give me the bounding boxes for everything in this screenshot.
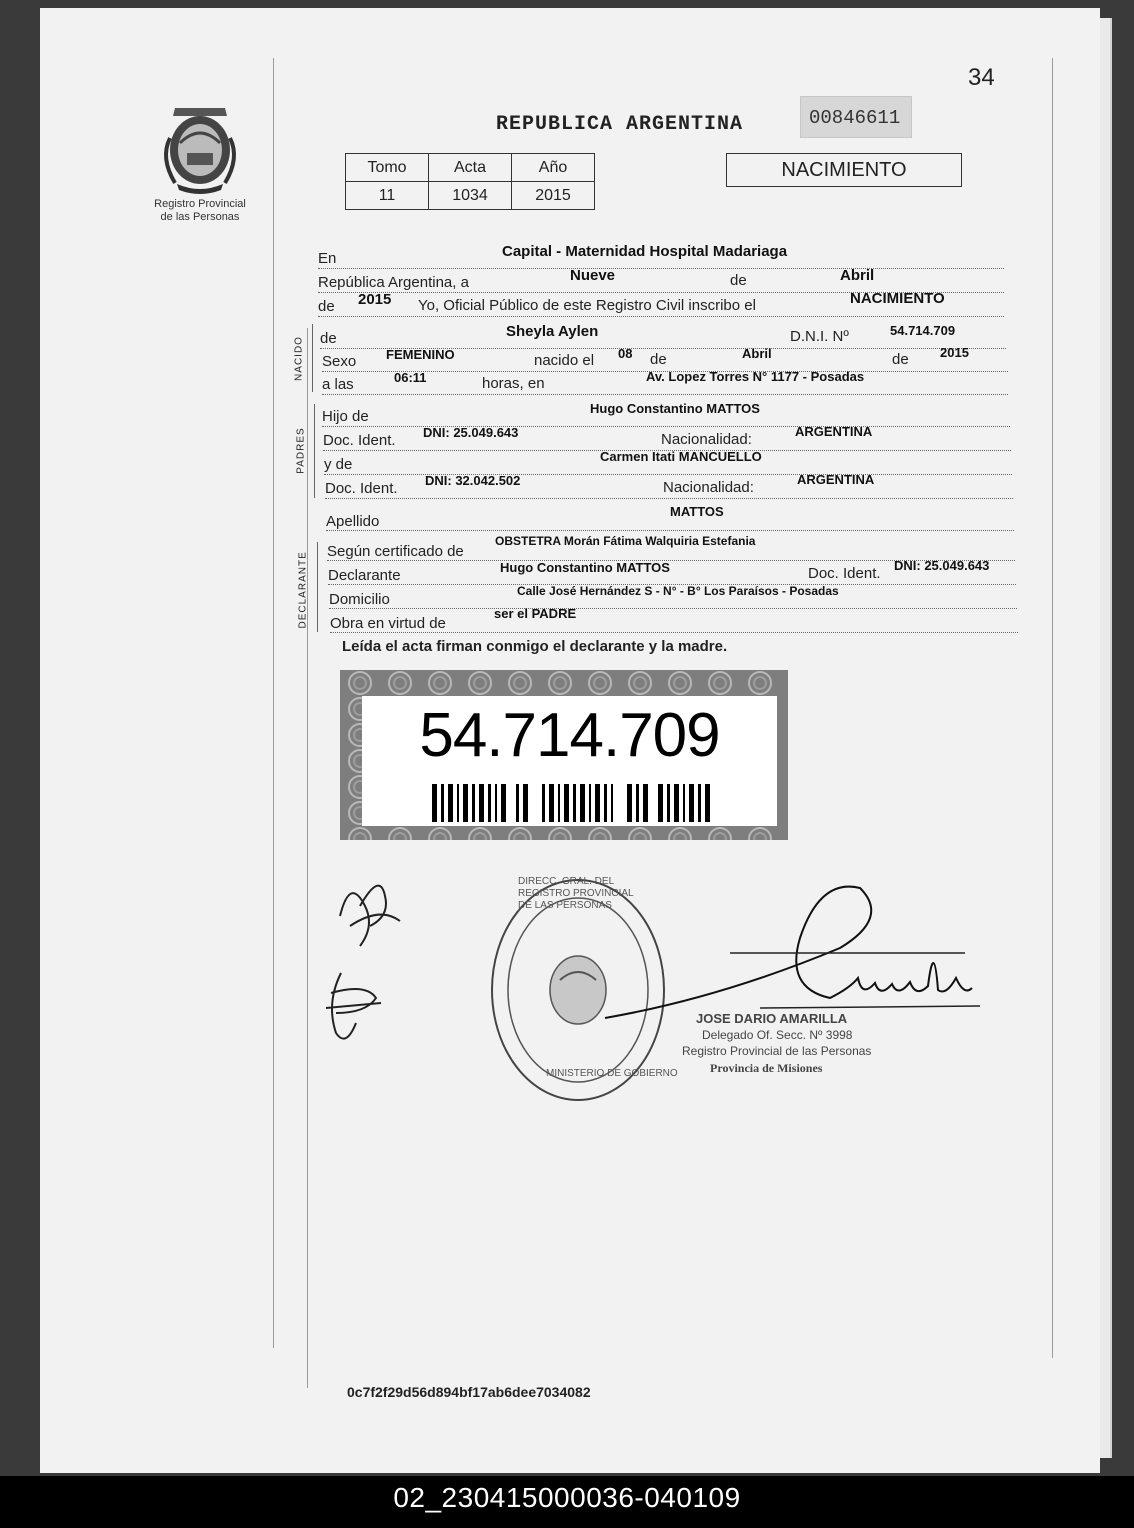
value-birth-year: 2015 [940,345,969,360]
declarant-signature-icon [330,866,410,956]
value-child-dni: 54.714.709 [890,323,956,338]
label-obra: Obra en virtud de [330,615,446,632]
country-title: REPUBLICA ARGENTINA [496,113,744,136]
value-place: Capital - Maternidad Hospital Madariaga [502,243,788,260]
province-crest-icon [155,98,245,198]
label-de2: de [318,298,335,315]
value-birth-month: Abril [742,346,772,361]
table-header-tomo: Tomo [346,154,429,182]
record-type-box [726,153,962,187]
row-nacido-lugar [322,369,1008,395]
value-year: 2015 [358,291,392,308]
row-mother-doc [325,472,1013,499]
value-sex: FEMENINO [386,347,455,362]
value-record-word: NACIMIENTO [850,290,945,307]
row-domicilio [329,586,1017,609]
record-table-header-row [346,154,595,182]
barcode-icon [432,784,712,822]
seal-ring-text: DIRECC. GRAL. DEL REGISTRO PROVINCIAL DE LAS PERSONAS [518,876,634,911]
official-org: Registro Provincial de las Personas [682,1044,872,1058]
dni-label-number: 54.714.709 [419,701,720,770]
label-en: En [318,250,337,267]
section-nacido: NACIDO [293,336,305,381]
padres-bracket [314,404,315,498]
row-oficial [318,290,1004,317]
page-number: 34 [968,64,995,91]
label-de3: de [650,351,667,368]
official-province: Provincia de Misiones [710,1061,823,1075]
value-child-name: Sheyla Aylen [506,323,599,340]
birth-certificate-page [40,8,1100,1473]
value-birth-time: 06:11 [394,370,427,385]
label-declarante: Declarante [328,567,401,584]
label-republica: República Argentina, a [318,274,469,291]
value-father-name: Hugo Constantino MATTOS [590,401,760,416]
left-margin-line [273,58,274,1348]
table-header-acta: Acta [429,154,512,182]
nacido-bracket [312,324,313,392]
label-mother-nationality: Nacionalidad: [663,479,754,496]
label-yde: y de [324,456,353,473]
value-birth-day: 08 [618,346,633,361]
registry-label-line1: Registro Provincial [154,198,246,210]
label-horas: horas, en [482,375,545,392]
row-en [318,243,1004,269]
label-sexo: Sexo [322,353,357,370]
row-nacido-name [320,323,1006,349]
registry-label-line2: de las Personas [160,211,240,223]
value-certificate: OBSTETRA Morán Fátima Walquiria Estefania [495,534,756,548]
row-mother [324,449,1012,475]
inner-margin-line [307,328,308,1388]
value-father-nationality: ARGENTINA [795,424,873,439]
document-hash: 0c7f2f29d56d894bf17ab6dee7034082 [347,1384,591,1400]
row-declarante [328,558,1016,585]
seal-inner-text: MINISTERIO DE GOBIERNO [546,1068,678,1079]
mother-signature-icon [316,963,396,1053]
value-mother-nationality: ARGENTINA [797,472,875,487]
label-mother-doc: Doc. Ident. [325,480,398,497]
label-apellido: Apellido [326,513,380,530]
row-obra [330,606,1018,633]
dni-label-inner [362,696,777,826]
label-de: de [730,272,747,289]
value-mother-doc: DNI: 32.042.502 [425,473,521,488]
value-birth-place: Av. Lopez Torres N° 1177 - Posadas [646,369,865,384]
right-margin-line [1052,58,1053,1358]
section-declarante: DECLARANTE [297,551,309,629]
value-reason: ser el PADRE [494,606,577,621]
label-father-doc: Doc. Ident. [323,432,396,449]
official-name: JOSE DARIO AMARILLA [696,1011,848,1026]
value-day: Nueve [570,267,616,284]
table-value-ano: 2015 [512,182,595,210]
record-type: NACIMIENTO [781,159,907,181]
row-father-doc [323,424,1011,451]
label-declarant-doc: Doc. Ident. [808,565,881,582]
serial-number: 00846611 [809,107,901,129]
footer-id: 02_230415000036-040109 [393,1482,741,1513]
registry-label [140,198,260,224]
label-hijo: Hijo de [322,408,369,425]
record-table [345,153,595,210]
value-month: Abril [840,267,875,284]
label-certificado: Según certificado de [327,543,464,560]
value-mother-name: Carmen Itati MANCUELLO [600,449,762,464]
declarante-bracket [317,542,318,632]
official-title: Delegado Of. Secc. Nº 3998 [702,1028,853,1042]
label-dni: D.N.I. Nº [790,328,849,345]
value-surname: MATTOS [670,504,724,519]
dni-label-block [340,670,788,840]
record-table-value-row [346,182,595,210]
value-address: Calle José Hernández S - N° - B° Los Paraísos - Posadas [517,584,839,598]
label-de4: de [892,351,909,368]
value-declarant-name: Hugo Constantino MATTOS [500,560,670,575]
row-hijo [322,401,1010,427]
label-domicilio: Domicilio [329,591,390,608]
table-header-ano: Año [512,154,595,182]
footer-strip [0,1476,1134,1528]
serial-stamp [800,96,912,138]
label-oficial: Yo, Oficial Público de este Registro Civil inscribo el [418,297,756,314]
row-apellido [326,504,1014,531]
section-padres: PADRES [295,427,307,474]
value-father-doc: DNI: 25.049.643 [423,425,519,440]
label-father-nationality: Nacionalidad: [661,431,752,448]
label-nacido-de: de [320,330,337,347]
label-nacido-el: nacido el [534,352,595,369]
label-alas: a las [322,376,354,393]
value-declarant-doc: DNI: 25.049.643 [894,558,990,573]
closing-text: Leída el acta firman conmigo el declarante y la madre. [342,638,728,655]
table-value-tomo: 11 [346,182,429,210]
table-value-acta: 1034 [429,182,512,210]
